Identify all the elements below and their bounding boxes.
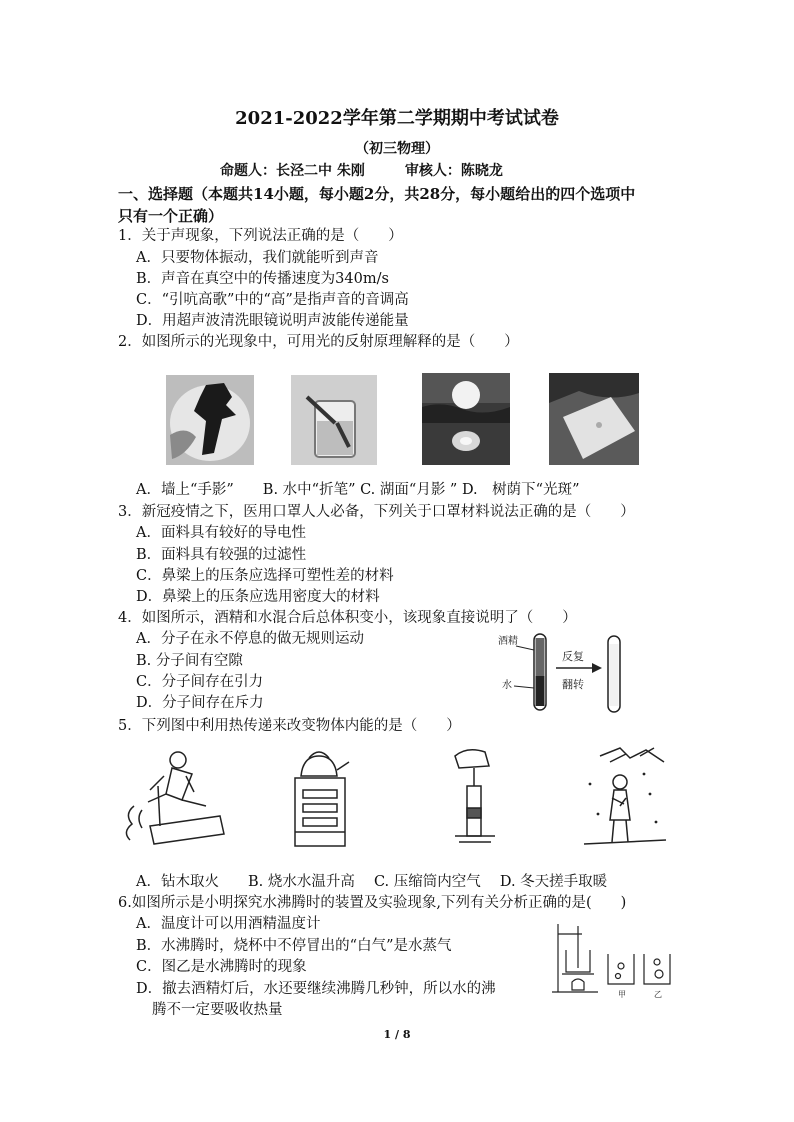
question-3-option-c: C．鼻梁上的压条应选择可塑性差的材料 xyxy=(136,568,394,584)
section-heading-line1: 一、选择题（本题共14小题，每小题2分，共28分，每小题给出的四个选项中 xyxy=(118,185,636,203)
question-1-option-c: C．“引吭高歌”中的“高”是指声音的音调高 xyxy=(136,292,409,308)
question-5-stem: 5．下列图中利用热传递来改变物体内能的是（ ） xyxy=(118,718,461,734)
flip-label: 翻转 xyxy=(562,678,584,691)
question-1-option-a: A．只要物体振动，我们就能听到声音 xyxy=(136,250,379,266)
question-3-stem: 3．新冠疫情之下，医用口罩人人必备，下列关于口罩材料说法正确的是（ ） xyxy=(118,504,635,520)
exam-title: 2021-2022学年第二学期期中考试试卷 xyxy=(235,108,559,129)
question-6-option-b: B．水沸腾时，烧杯中不停冒出的“白气”是水蒸气 xyxy=(136,938,452,954)
hand-shadow-photo xyxy=(166,375,254,465)
moon-reflection-photo xyxy=(422,373,510,465)
question-1-stem: 1．关于声现象，下列说法正确的是（ ） xyxy=(118,228,403,244)
question-6-option-d-continued: 腾不一定要吸收热量 xyxy=(152,1002,283,1018)
bent-pen-in-water-photo xyxy=(291,375,377,465)
question-4-stem: 4．如图所示，酒精和水混合后总体积变小，该现象直接说明了（ ） xyxy=(118,610,577,626)
water-label: 水 xyxy=(502,680,512,691)
compress-air-cylinder-drawing xyxy=(445,746,505,850)
boiling-water-apparatus-diagram xyxy=(548,920,676,1000)
repeat-label: 反复 xyxy=(562,650,584,663)
question-6-option-c: C．图乙是水沸腾时的现象 xyxy=(136,959,307,975)
question-4-option-c: C．分子间存在引力 xyxy=(136,674,264,690)
figure-yi-label: 乙 xyxy=(654,990,662,999)
question-3-option-b: B．面料具有较强的过滤性 xyxy=(136,547,307,563)
question-3-option-a: A．面料具有较好的导电性 xyxy=(136,525,306,541)
author-line xyxy=(220,160,503,180)
question-4-option-b: B. 分子间有空隙 xyxy=(136,653,243,669)
kettle-on-stove-drawing xyxy=(285,746,355,850)
figure-jia-label: 甲 xyxy=(618,990,626,999)
reviewer: 审核人：陈晓龙 xyxy=(404,163,503,179)
question-2-options: A．墙上“手影” B. 水中“折笔” C. 湖面“月影 ” D. 树荫下“光斑” xyxy=(136,482,580,498)
alcohol-label: 酒精 xyxy=(498,636,518,647)
alcohol-water-tube-diagram xyxy=(498,630,630,716)
question-6-option-d: D．撤去酒精灯后，水还要继续沸腾几秒钟，所以水的沸 xyxy=(136,981,496,997)
tree-shade-light-spot-photo xyxy=(549,373,639,465)
question-4-option-a: A．分子在永不停息的做无规则运动 xyxy=(136,631,364,647)
question-3-option-d: D．鼻梁上的压条应选用密度大的材料 xyxy=(136,589,380,605)
question-1-option-b: B．声音在真空中的传播速度为340m/s xyxy=(136,271,389,287)
question-5-options: A．钻木取火 B. 烧水水温升高 C. 压缩筒内空气 D. 冬天搓手取暖 xyxy=(136,874,608,890)
question-6-stem: 6.如图所示是小明探究水沸腾时的装置及实验现象,下列有关分析正确的是( ) xyxy=(118,895,627,911)
rubbing-hands-winter-drawing xyxy=(580,744,670,850)
question-2-stem: 2．如图所示的光现象中，可用光的反射原理解释的是（ ） xyxy=(118,334,519,350)
exam-subtitle: （初三物理） xyxy=(355,141,439,157)
drilling-wood-fire-drawing xyxy=(120,746,230,850)
section-heading-line2: 只有一个正确） xyxy=(118,207,224,225)
page-number: 1 / 8 xyxy=(383,1028,411,1041)
question-4-option-d: D．分子间存在斥力 xyxy=(136,695,264,711)
question-1-option-d: D．用超声波清洗眼镜说明声波能传递能量 xyxy=(136,313,409,329)
question-6-option-a: A．温度计可以用酒精温度计 xyxy=(136,916,321,932)
author: 命题人：长泾二中 朱刚 xyxy=(220,163,365,179)
